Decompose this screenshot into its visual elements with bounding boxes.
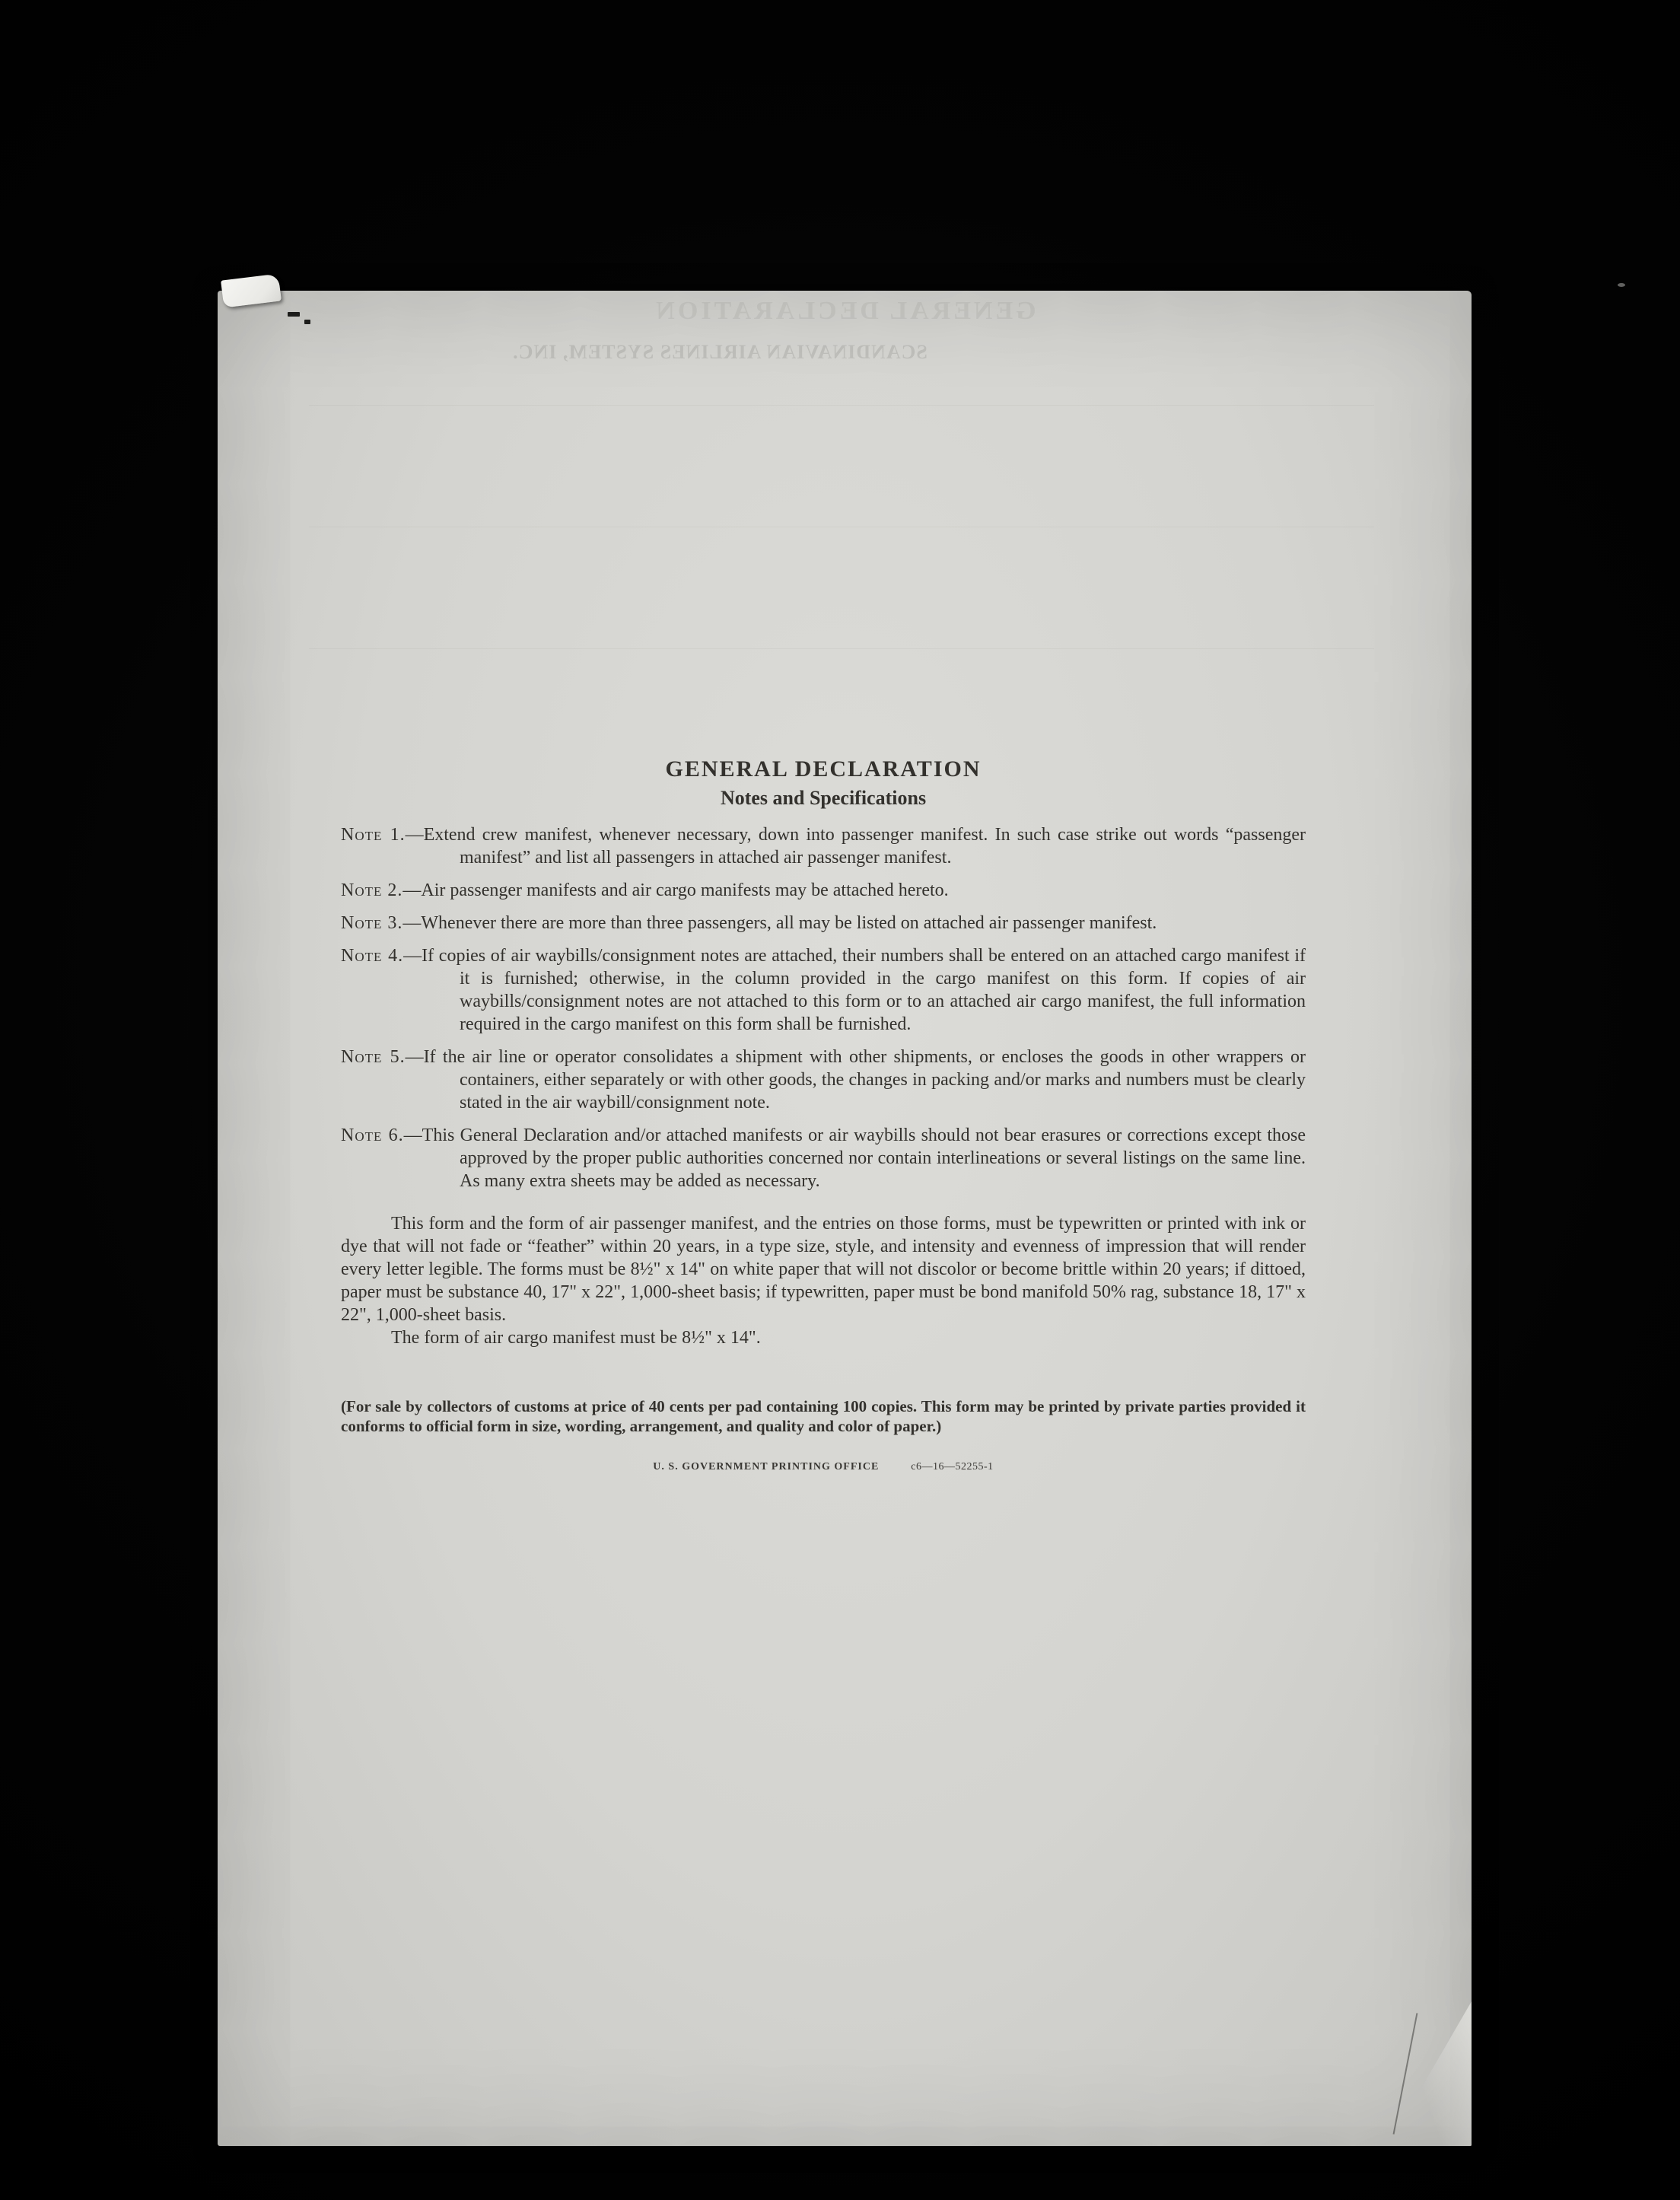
note-item-1: [341, 823, 1306, 869]
note-item-6: [341, 1124, 1306, 1192]
page-title: GENERAL DECLARATION: [665, 756, 982, 782]
note-text: —Air passenger manifests and air cargo manifests may be attached hereto.: [402, 880, 949, 900]
note-item-5: [341, 1046, 1306, 1114]
cargo-manifest-size-line: The form of air cargo manifest must be 8½" x 14".: [391, 1328, 761, 1348]
paper-sheet: [218, 291, 1472, 2146]
document-body: [341, 291, 1306, 1474]
sale-note: (For sale by collectors of customs at price of 40 cents per pad containing 100 copies. This form may be printed by private parties provided it conforms to official form in size, wording, arrangement, and quality and color of paper.): [341, 1397, 1306, 1435]
gpo-office: U. S. GOVERNMENT PRINTING OFFICE: [653, 1461, 880, 1473]
note-label: Note 4.: [341, 946, 404, 966]
page-subtitle: Notes and Specifications: [720, 787, 927, 809]
note-label: Note 1.: [341, 825, 406, 845]
paper-corner-cut: [1388, 2001, 1472, 2146]
specifications-paragraph: This form and the form of air passenger manifest, and the entries on those forms, must be typewritten or printed with ink or dye that will not fade or “feather” within 20 years, in a type size, style, and intensity and evenness of impression that will render every letter legible. The forms must be 8½" x 14" on white paper that will not discolor or become brittle within 20 years; if dittoed, paper must be substance 40, 17" x 22", 1,000-sheet basis; if typewritten, paper must be bond manifold 50% rag, substance 18, 17" x 22", 1,000-sheet basis.: [341, 1214, 1306, 1325]
gpo-form-code: c6—16—52255-1: [911, 1461, 994, 1473]
note-item-3: [341, 912, 1306, 934]
note-text: —Extend crew manifest, whenever necessary, down into passenger manifest. In such case strike out words “passenger manifest” and list all passengers in attached air passenger manifest.: [405, 825, 1306, 868]
note-text: —If the air line or operator consolidates a shipment with other shipments, or encloses the goods in other wrappers or containers, either separately or with other goods, the changes in packing and/or marks and numbers must be clearly stated in the air waybill/consignment note.: [405, 1047, 1306, 1113]
note-label: Note 6.: [341, 1125, 404, 1145]
bleedthrough-title: GENERAL DECLARATION: [653, 297, 1036, 325]
note-item-2: [341, 879, 1306, 902]
bleedthrough-airline: SCANDINAVIAN AIRLINES SYSTEM, INC.: [512, 341, 928, 363]
dust-speck: [1618, 283, 1625, 287]
note-label: Note 3.: [341, 913, 403, 933]
note-label: Note 2.: [341, 880, 403, 900]
note-text: —If copies of air waybills/consignment notes are attached, their numbers shall be entered on an attached cargo manifest if it is furnished; otherwise, in the column provided in the cargo manifest on this form. If copies of air waybills/consignment notes are not attached to this form or to an attached air cargo manifest, the full information required in the cargo manifest on this form shall be furnished.: [403, 946, 1306, 1034]
note-label: Note 5.: [341, 1047, 406, 1067]
gpo-imprint-line: [341, 1460, 1306, 1474]
note-text: —This General Declaration and/or attached manifests or air waybills should not bear erasures or corrections except those approved by the proper public authorities concerned nor contain interlineations or several listings on the same line. As many extra sheets may be added as necessary.: [403, 1125, 1306, 1191]
note-text: —Whenever there are more than three passengers, all may be listed on attached air passenger manifest.: [402, 913, 1157, 933]
note-item-4: [341, 944, 1306, 1036]
